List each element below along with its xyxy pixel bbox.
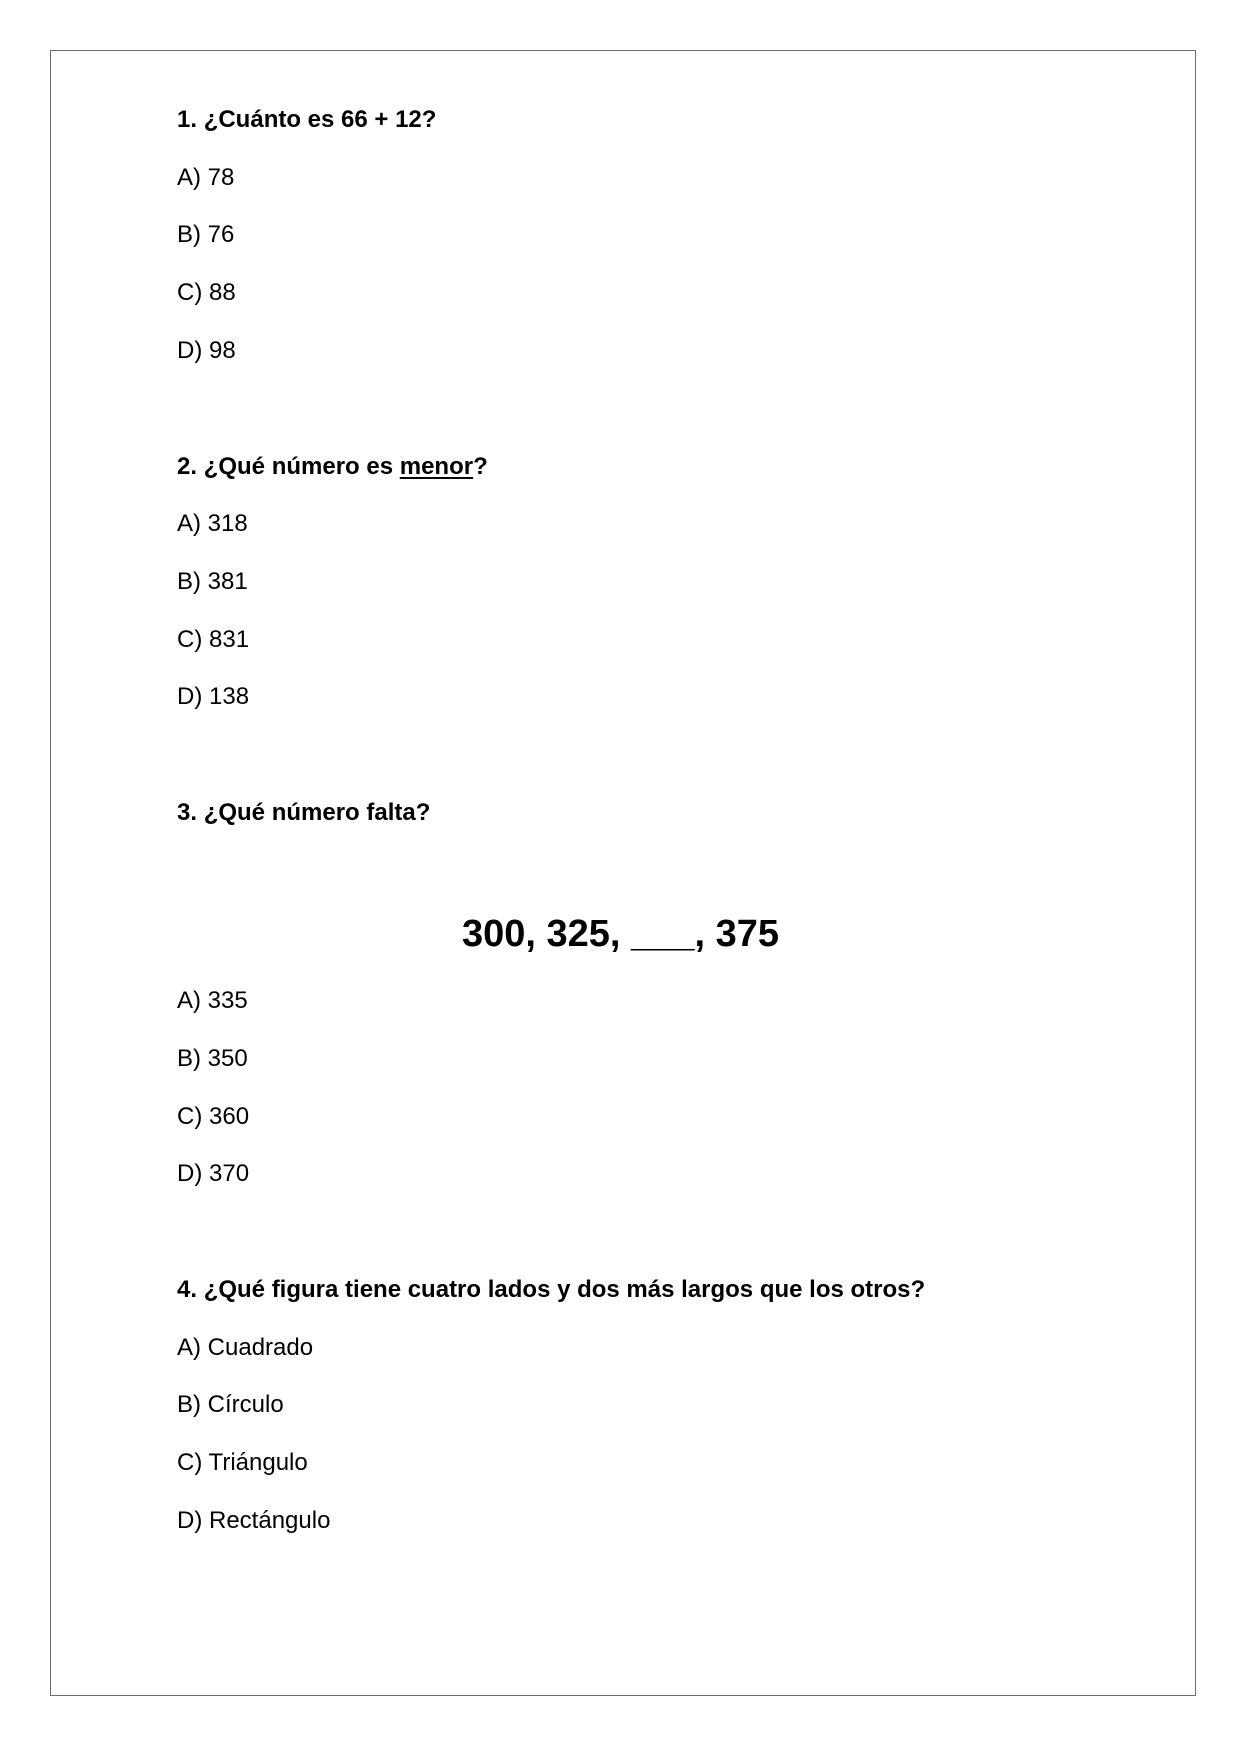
- question-2-emphasis: menor: [399, 453, 474, 480]
- question-1-option-d: D) 98: [177, 337, 236, 364]
- question-2-option-b: B) 381: [177, 568, 248, 595]
- question-4-option-a: A) Cuadrado: [177, 1334, 314, 1361]
- question-1-option-c: C) 88: [177, 279, 236, 306]
- question-1-option-a: A) 78: [177, 164, 235, 191]
- question-4-option-c: C) Triángulo: [177, 1449, 308, 1476]
- question-3-number: 3.: [177, 799, 198, 826]
- question-3-option-c: C) 360: [177, 1103, 250, 1130]
- question-2-title: [177, 453, 488, 481]
- question-1-number: 1.: [177, 106, 198, 133]
- question-3-option-a: A) 335: [177, 987, 248, 1014]
- question-2-number: 2.: [177, 453, 198, 480]
- question-1-option-b: B) 76: [177, 221, 235, 248]
- question-4-option-b: B) Círculo: [177, 1391, 284, 1418]
- question-4-number: 4.: [177, 1276, 198, 1303]
- question-2-text: ¿Qué número es: [203, 453, 400, 480]
- question-2-option-d: D) 138: [177, 683, 250, 710]
- question-3-sequence: 300, 325, ___, 375: [462, 913, 779, 955]
- question-4-option-d: D) Rectángulo: [177, 1507, 331, 1534]
- question-1-title: [177, 106, 436, 134]
- question-2-option-c: C) 831: [177, 626, 250, 653]
- question-4-title: [177, 1276, 925, 1304]
- question-3-text: ¿Qué número falta?: [203, 799, 431, 826]
- question-3-option-b: B) 350: [177, 1045, 248, 1072]
- question-1-text: ¿Cuánto es 66 + 12?: [203, 106, 437, 133]
- question-4-text: ¿Qué figura tiene cuatro lados y dos más largos que los otros?: [203, 1276, 926, 1303]
- question-3-option-d: D) 370: [177, 1160, 250, 1187]
- question-2-option-a: A) 318: [177, 510, 248, 537]
- question-3-title: [177, 799, 430, 827]
- question-2-text-end: ?: [473, 453, 488, 480]
